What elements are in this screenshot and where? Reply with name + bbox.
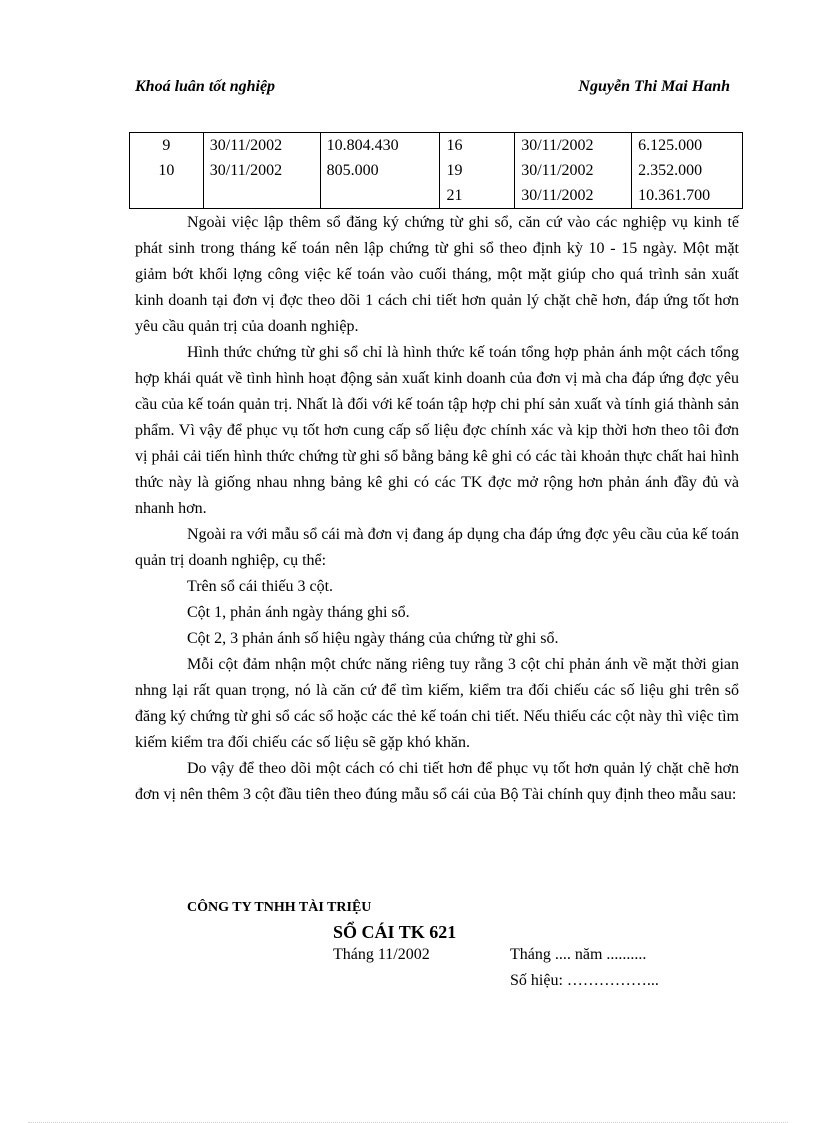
paragraph: Do vậy để theo dõi một cách có chi tiết hơn để phục vụ tốt hơn quản lý chặt chẽ hơn đơn vị nên thêm 3 cột đầu tiên theo đúng mẫu sổ cái của Bộ Tài chính quy định theo mẫu sau: — [135, 760, 739, 803]
ledger-number-blank: Số hiệu: ……………... — [510, 972, 659, 989]
table-cell: 30/11/2002 — [203, 133, 320, 159]
ledger-month: Tháng 11/2002 — [333, 946, 430, 963]
table-cell: 16 — [440, 133, 515, 159]
ledger-table — [129, 132, 743, 209]
list-line: Cột 1, phản ánh ngày tháng ghi sổ. — [187, 604, 410, 621]
body-text — [135, 210, 739, 808]
paragraph: Ngoài việc lập thêm sổ đăng ký chứng từ ghi sổ, căn cứ vào các nghiệp vụ kinh tế phát sinh trong tháng kế toán nên lập chứng từ ghi sổ theo định kỳ 10 - 15 ngày. Một mặt giảm bớt khối lợng công việc kế toán vào cuối tháng, một mặt giúp cho quá trình sản xuất kinh doanh tại đơn vị đợc theo dõi 1 cách chi tiết hơn quản lý chặt chẽ hơn, đáp ứng tốt hơn yêu cầu quản trị của doanh nghiệp. — [135, 214, 739, 335]
paragraph: Ngoài ra với mẫu sổ cái mà đơn vị đang áp dụng cha đáp ứng đợc yêu cầu của kế toán quản trị doanh nghiệp, cụ thể: — [135, 526, 739, 569]
table-cell: 6.125.000 — [632, 133, 743, 159]
table-cell: 30/11/2002 — [515, 133, 632, 159]
table-row — [130, 183, 743, 209]
table-cell: 10.804.430 — [320, 133, 440, 159]
table-cell: 30/11/2002 — [203, 158, 320, 183]
header-author-name: Nguyễn Thi Mai Hanh — [578, 78, 730, 95]
table-cell: 2.352.000 — [632, 158, 743, 183]
table-row — [130, 133, 743, 159]
paragraph: Mỗi cột đảm nhận một chức năng riêng tuy rằng 3 cột chỉ phản ánh về mặt thời gian nhng lại rất quan trọng, nó là căn cứ để tìm kiếm, kiểm tra đối chiếu các số liệu ghi trên sổ đăng ký chứng từ ghi sổ các sổ hoặc các thẻ kế toán chi tiết. Nếu thiếu các cột này thì việc tìm kiếm kiểm tra đối chiếu các số liệu sẽ gặp khó khăn. — [135, 656, 739, 751]
ledger-title: SỔ CÁI TK 621 — [333, 922, 457, 942]
table-row — [130, 158, 743, 183]
company-name: CÔNG TY TNHH TÀI TRIỆU — [187, 900, 372, 915]
table-cell: 30/11/2002 — [515, 183, 632, 209]
list-line: Trên sổ cái thiếu 3 cột. — [187, 578, 334, 595]
table-cell: 21 — [440, 183, 515, 209]
list-line: Cột 2, 3 phản ánh số hiệu ngày tháng của chứng từ ghi sổ. — [187, 630, 559, 647]
ledger-month-blank: Tháng .... năm .......... — [510, 946, 647, 963]
paragraph: Hình thức chứng từ ghi sổ chỉ là hình thức kế toán tổng hợp phản ánh một cách tổng hợp khái quát về tình hình hoạt động sản xuất kinh doanh của đơn vị mà cha đáp ứng đợc yêu cầu của kế toán quản trị. Nhất là đối với kế toán tập hợp chi phí sản xuất và tính giá thành sản phẩm. Vì vậy để phục vụ tốt hơn cung cấp số liệu đợc chính xác và kịp thời hơn theo tôi đơn vị phải cải tiến hình thức chứng từ ghi sổ bằng bảng kê ghi có các tài khoản thực chất hai hình thức này là giống nhau nhng bảng kê ghi có các TK đợc mở rộng hơn phản ánh đầy đủ và nhanh hơn. — [135, 344, 739, 517]
table-cell: 9 — [130, 133, 204, 159]
header-thesis-label: Khoá luân tốt nghiệp — [135, 78, 276, 95]
table-cell: 10.361.700 — [632, 183, 743, 209]
table-cell: 10 — [130, 158, 204, 183]
table-cell: 30/11/2002 — [515, 158, 632, 183]
page-header — [135, 78, 730, 102]
table-cell: 19 — [440, 158, 515, 183]
table-cell: 805.000 — [320, 158, 440, 183]
table-cell — [203, 183, 320, 209]
table-cell — [320, 183, 440, 209]
table-cell — [130, 183, 204, 209]
